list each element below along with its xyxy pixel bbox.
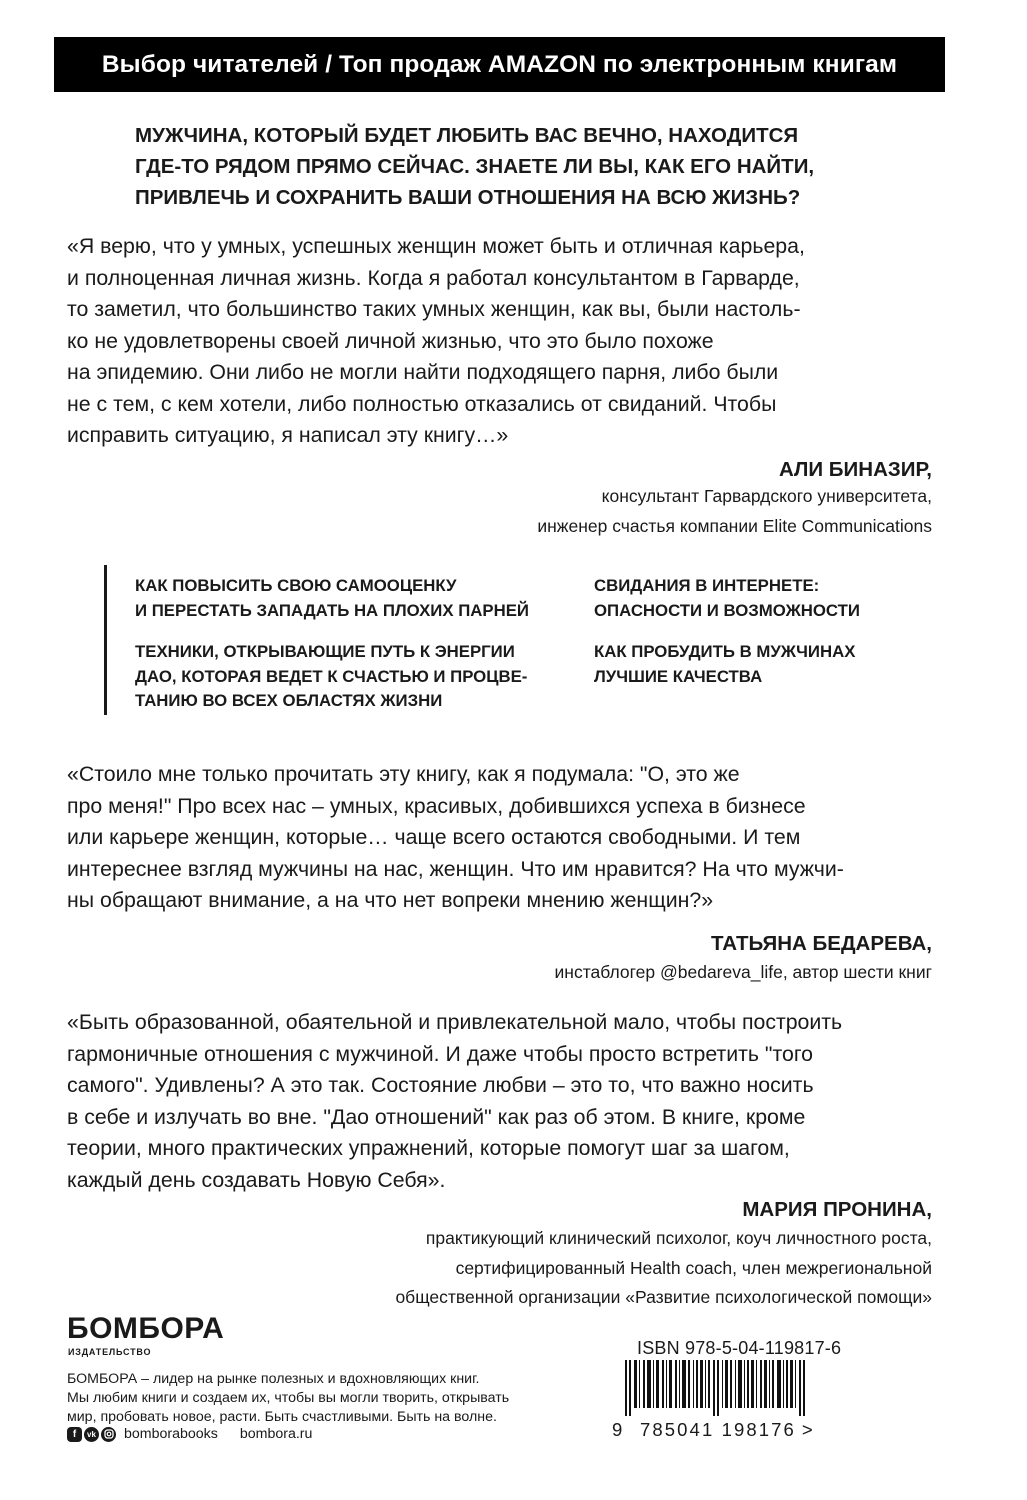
about-line: мир, пробовать новое, расти. Быть счастливыми. Быть на волне. [67,1409,497,1425]
barcode-arrow: > [801,1419,815,1440]
headline [135,120,895,213]
quote-line: или карьере женщин, которые… чаще всего остаются свободными. И тем [67,825,801,849]
quote-author: АЛИ БИНАЗИР, [778,458,932,481]
headline-line: ГДЕ-ТО РЯДОМ ПРЯМО СЕЙЧАС. ЗНАЕТЕ ЛИ ВЫ, КАК ЕГО НАЙТИ, [135,155,815,178]
barcode-digits [640,1419,815,1441]
author-role [132,958,932,988]
publisher-site[interactable]: bombora.ru [239,1426,313,1442]
instagram-icon[interactable] [101,1427,116,1442]
barcode [615,1360,830,1416]
role-line: инженер счастья компании Elite Communications [537,515,932,536]
headline-line: ПРИВЛЕЧЬ И СОХРАНИТЬ ВАШИ ОТНОШЕНИЯ НА ВСЮ ЖИЗНЬ? [135,186,801,209]
feature-item [135,574,529,623]
quote-line: на эпидемию. Они либо не могли найти подходящего парня, либо были [67,360,779,384]
quote-pronina [67,1007,947,1196]
author-role [132,482,932,541]
social-links [67,1424,312,1444]
quote-line: «Быть образованной, обаятельной и привлекательной мало, чтобы построить [67,1010,843,1034]
role-line: инстаблогер @bedareva_life, автор шести книг [554,962,932,982]
role-line: практикующий клинический психолог, коуч личностного роста, [425,1228,932,1248]
quote-line: ны обращают внимание, а на что нет вопреки мнению женщин?» [67,888,714,912]
feature-line: ТАНИЮ ВО ВСЕХ ОБЛАСТЯХ ЖИЗНИ [135,691,443,710]
quote-line: «Я верю, что у умных, успешных женщин может быть и отличная карьера, [67,234,805,258]
feature-line: ОПАСНОСТИ И ВОЗМОЖНОСТИ [594,600,860,620]
about-line: Мы любим книги и создаем их, чтобы вы могли творить, открывать [67,1390,510,1406]
feature-line: КАК ПРОБУДИТЬ В МУЖЧИНАХ [594,642,856,661]
feature-line: КАК ПОВЫСИТЬ СВОЮ САМООЦЕНКУ [135,576,457,595]
feature-line: СВИДАНИЯ В ИНТЕРНЕТЕ: [594,576,820,595]
quote-line: самого". Удивлены? А это так. Состояние любви – это то, что важно носить [67,1073,814,1097]
feature-item [594,640,855,689]
about-line: БОМБОРА – лидер на рынке полезных и вдохновляющих книг. [67,1371,480,1387]
quote-line: исправить ситуацию, я написал эту книгу…» [67,423,509,447]
quote-author: ТАТЬЯНА БЕДАРЕВА, [711,932,932,955]
features-divider [104,565,107,715]
quote-line: ко не удовлетворены своей личной жизнью, что это было похоже [67,328,714,353]
barcode-digit-first: 9 [612,1419,623,1440]
top-banner [54,37,945,92]
feature-line: И ПЕРЕСТАТЬ ЗАПАДАТЬ НА ПЛОХИХ ПАРНЕЙ [135,600,529,620]
feature-item [135,640,527,714]
role-line: сертифицированный Health coach, член межрегиональной [455,1257,932,1278]
quote-author: МАРИЯ ПРОНИНА, [742,1198,932,1221]
author-role [132,1224,932,1313]
banner-text: Выбор читателей / Топ продаж AMAZON по электронным книгам [101,50,898,78]
role-line: общественной организации «Развитие психологической помощи» [395,1287,932,1307]
quote-line: теории, много практических упражнений, которые помогут шаг за шагом, [67,1136,790,1160]
headline-line: МУЖЧИНА, КОТОРЫЙ БУДЕТ ЛЮБИТЬ ВАС ВЕЧНО, НАХОДИТСЯ [135,124,799,147]
role-line: консультант Гарвардского университета, [601,486,932,506]
quote-line: не с тем, с кем хотели, либо полностью отказались от свиданий. Чтобы [67,391,777,416]
feature-line: ДАО, КОТОРАЯ ВЕДЕТ К СЧАСТЬЮ И ПРОЦВЕ- [135,666,528,686]
feature-line: ТЕХНИКИ, ОТКРЫВАЮЩИЕ ПУТЬ К ЭНЕРГИИ [135,642,515,661]
quote-bedareva [67,759,947,917]
quote-line: в себе и излучать во вне. "Дао отношений" как раз об этом. В книге, кроме [67,1104,806,1129]
publisher-about [67,1370,587,1427]
social-handle[interactable]: bomborabooks [124,1426,218,1442]
quote-line: и полноценная личная жизнь. Когда я работал консультантом в Гарварде, [67,265,800,290]
vk-icon[interactable]: vk [84,1427,99,1442]
quote-line: «Стоило мне только прочитать эту книгу, как я подумала: "О, это же [67,762,740,786]
barcode-digits-text: 785041 198176 [640,1419,796,1440]
feature-line: ЛУЧШИЕ КАЧЕСТВА [594,666,763,686]
quote-line: про меня!" Про всех нас – умных, красивых, добившихся успеха в бизнесе [67,793,806,818]
publisher-logo-subtitle: ИЗДАТЕЛЬСТВО [68,1347,152,1357]
publisher-logo: БОМБОРА [67,1312,225,1345]
facebook-icon[interactable]: f [67,1427,82,1442]
quote-line: интереснее взгляд мужчины на нас, женщин. Что им нравится? На что мужчи- [67,856,844,881]
feature-item [594,574,860,623]
quote-line: гармоничные отношения с мужчиной. И даже чтобы просто встретить "того [67,1041,813,1066]
quote-binazir [67,231,947,452]
quote-line: каждый день создавать Новую Себя». [67,1167,446,1192]
quote-line: то заметил, что большинство таких умных женщин, как вы, были настоль- [67,297,801,321]
isbn-label: ISBN 978-5-04-119817-6 [637,1338,842,1358]
